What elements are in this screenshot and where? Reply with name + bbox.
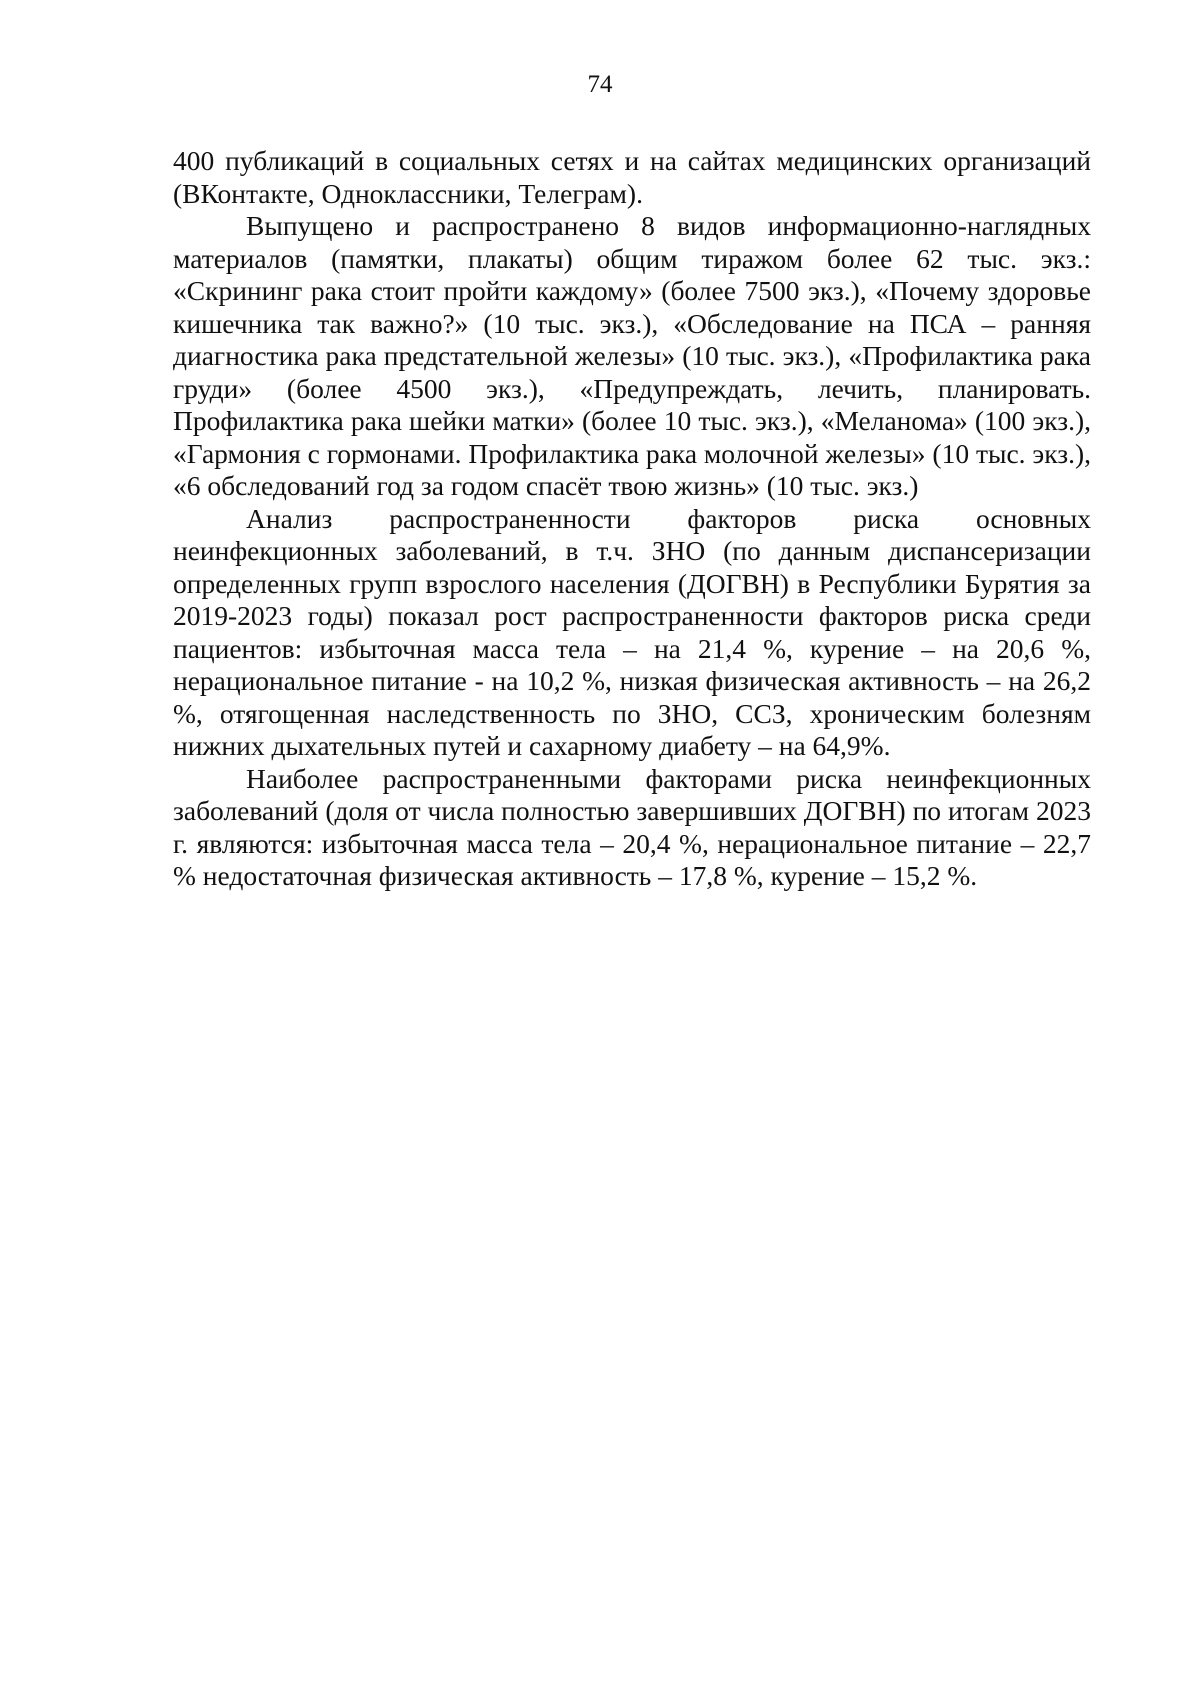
document-body <box>173 145 1091 893</box>
paragraph-risk-analysis: Анализ распространенности факторов риска основных неинфекционных заболеваний, в т.ч. ЗНО (по данным диспансеризации определенных групп взрослого населения (ДОГВН) в Республики Бурятия за 2019-2023 годы) показал рост распространенности факторов риска среди пациентов: избыточная масса тела – на 21,4 %, курение – на 20,6 %, нерациональное питание - на 10,2 %, низкая физическая активность – на 26,2 %, отягощенная наследственность по ЗНО, ССЗ, хроническим болезням нижних дыхательных путей и сахарному диабету – на 64,9%. <box>173 502 1091 761</box>
paragraph-materials: Выпущено и распространено 8 видов информационно-наглядных материалов (памятки, плакаты) общим тиражом более 62 тыс. экз.: «Скрининг рака стоит пройти каждому» (более 7500 экз.), «Почему здоровье кишечника так важно?» (10 тыс. экз.), «Обследование на ПСА – ранняя диагностика рака предстательной железы» (10 тыс. экз.), «Профилактика рака груди» (более 4500 экз.), «Предупреждать, лечить, планировать. Профилактика рака шейки матки» (более 10 тыс. экз.), «Меланома» (100 экз.), «Гармония с гормонами. Профилактика рака молочной железы» (10 тыс. экз.), «6 обследований год за годом спасёт твою жизнь» (10 тыс. экз.) <box>173 210 1091 501</box>
paragraph-risk-factors-2023: Наиболее распространенными факторами риска неинфекционных заболеваний (доля от числа полностью завершивших ДОГВН) по итогам 2023 г. являются: избыточная масса тела – 20,4 %, нерациональное питание – 22,7 % недостаточная физическая активность – 17,8 %, курение – 15,2 %. <box>173 762 1091 891</box>
paragraph-publications: 400 публикаций в социальных сетях и на сайтах медицинских организаций (ВКонтакте, Одноклассники, Телеграм). <box>173 145 1091 209</box>
page-number: 74 <box>587 71 613 98</box>
